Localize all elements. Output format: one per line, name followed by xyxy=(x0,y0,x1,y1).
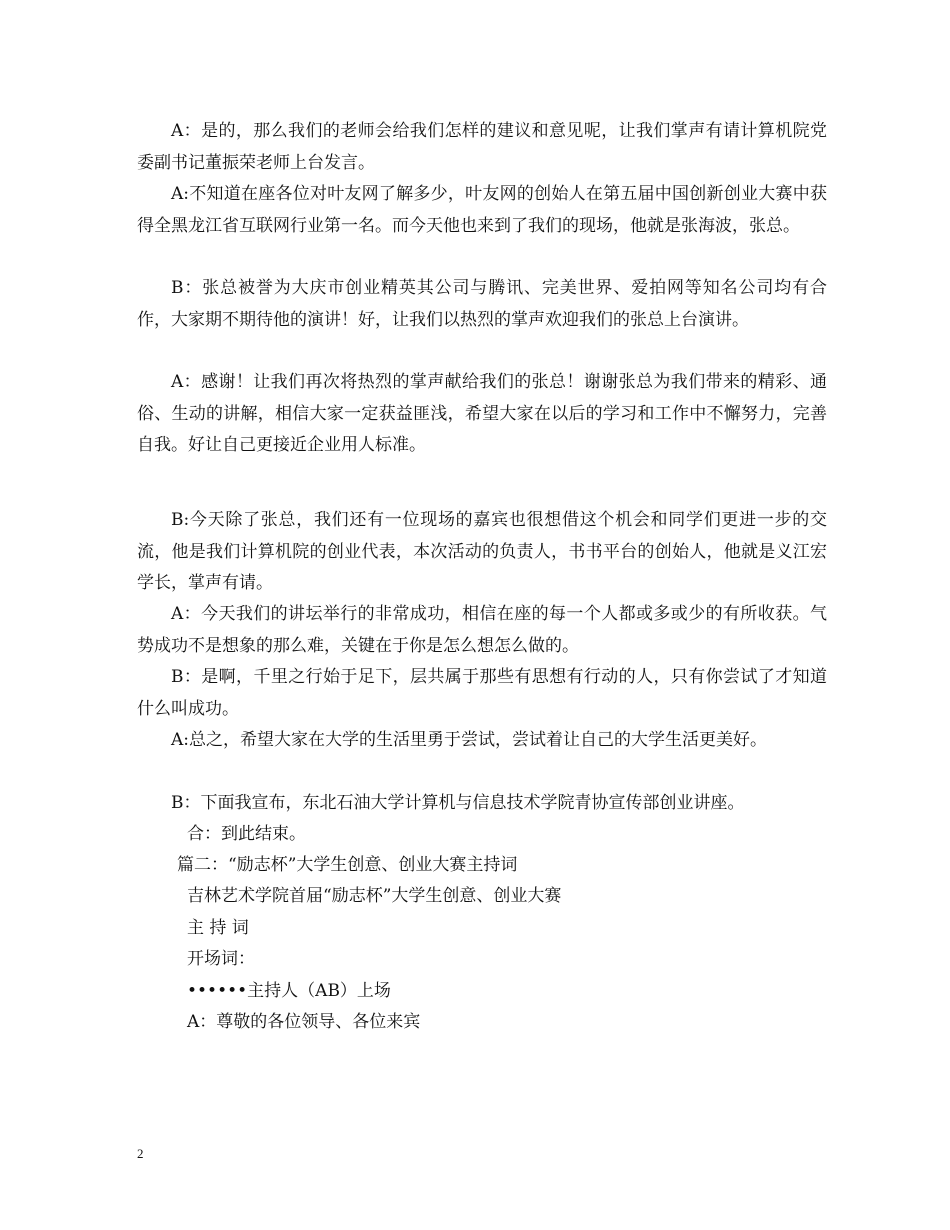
paragraph-9: B：下面我宣布，东北石油大学计算机与信息技术学院青协宣传部创业讲座。 xyxy=(171,793,745,813)
paragraph-4: A：感谢！让我们再次将热烈的掌声献给我们的张总！谢谢张总为我们带来的精彩、通俗、生动的讲解，相信大家一定获益匪浅，希望大家在以后的学习和工作中不懈努力，完善自我。好让自己更接近企业用人标准。 xyxy=(137,372,827,455)
closing-line: 合：到此结束。 xyxy=(187,824,306,844)
section-heading: 篇二：“励志杯”大学生创意、创业大赛主持词 xyxy=(177,855,518,875)
paragraph-8: A:总之，希望大家在大学的生活里勇于尝试，尝试着让自己的大学生活更美好。 xyxy=(171,730,768,750)
opening-label: 开场词： xyxy=(187,949,255,969)
event-title: 吉林艺术学院首届“励志杯”大学生创意、创业大赛 xyxy=(187,886,562,906)
paragraph-5: B:今天除了张总，我们还有一位现场的嘉宾也很想借这个机会和同学们更进一步的交流，他是我们计算机院的创业代表，本次活动的负责人，书书平台的创始人，他就是义江宏学长，掌声有请。 xyxy=(137,510,827,593)
host-entrance: ••••••主持人（AB）上场 xyxy=(187,981,391,1001)
paragraph-3: B：张总被誉为大庆市创业精英其公司与腾讯、完美世界、爱拍网等知名公司均有合作，大家期不期待他的演讲！好，让我们以热烈的掌声欢迎我们的张总上台演讲。 xyxy=(137,278,827,330)
greeting-line: A：尊敬的各位领导、各位来宾 xyxy=(187,1012,421,1032)
paragraph-6: A：今天我们的讲坛举行的非常成功，相信在座的每一个人都或多或少的有所收获。气势成功不是想象的那么难，关键在于你是怎么想怎么做的。 xyxy=(137,604,827,656)
paragraph-7: B：是啊，千里之行始于足下，层共属于那些有思想有行动的人，只有你尝试了才知道什么叫成功。 xyxy=(137,667,827,719)
paragraph-1: A：是的，那么我们的老师会给我们怎样的建议和意见呢，让我们掌声有请计算机院党委副书记董振荣老师上台发言。 xyxy=(137,121,827,173)
paragraph-2: A:不知道在座各位对叶友网了解多少，叶友网的创始人在第五届中国创新创业大赛中获得全黑龙江省互联网行业第一名。而今天他也来到了我们的现场，他就是张海波，张总。 xyxy=(137,184,827,236)
page-number: 2 xyxy=(137,1146,144,1161)
script-title: 主 持 词 xyxy=(187,918,249,938)
